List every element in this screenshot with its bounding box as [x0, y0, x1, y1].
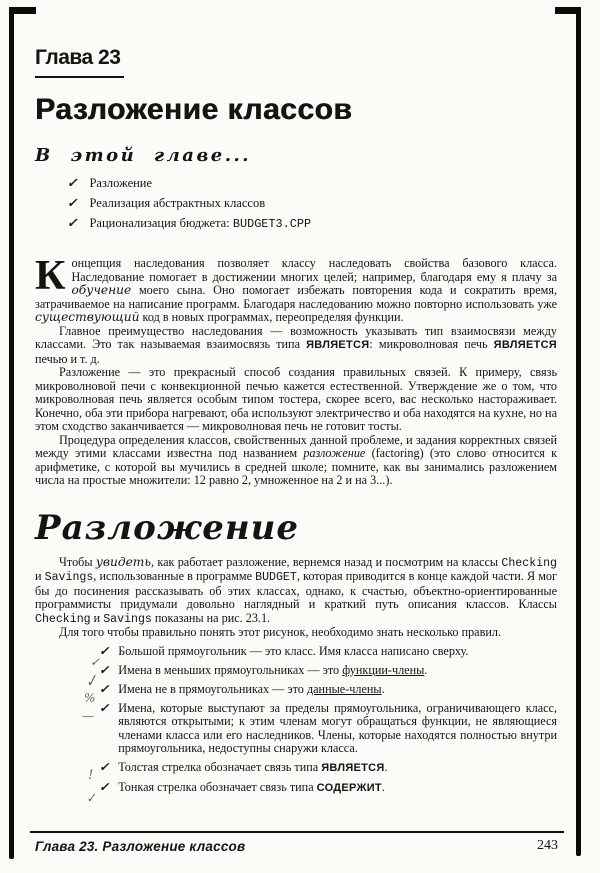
- scan-corner-top-left: [9, 7, 36, 14]
- scan-edge-left: [9, 10, 14, 859]
- list-item-label: Рационализация бюджета: BUDGET3.CPP: [89, 216, 312, 231]
- list-item-label: Имена не в прямоугольниках — это данные-члены.: [118, 681, 385, 696]
- list-item: [99, 702, 557, 756]
- chapter-label: Глава 23: [35, 46, 124, 78]
- page-title: Разложение классов: [35, 93, 353, 126]
- body-text: [35, 253, 557, 488]
- list-item: [99, 781, 557, 795]
- section-heading: Разложение: [35, 507, 300, 548]
- check-icon: ✓: [99, 644, 110, 658]
- list-item-label: Толстая стрелка обозначает связь типа ЯВЛЯЕТСЯ.: [118, 759, 388, 774]
- pencil-margin-mark: %: [84, 691, 96, 705]
- footer-divider: [30, 831, 564, 833]
- footer-chapter-title: Глава 23. Разложение классов: [35, 839, 246, 854]
- check-icon: ✓: [99, 700, 110, 715]
- scan-edge-right: [576, 10, 581, 856]
- check-icon: ✓: [67, 176, 78, 190]
- check-icon: ✓: [99, 779, 110, 794]
- check-icon: ✓: [99, 759, 110, 774]
- list-item: [67, 196, 557, 210]
- list-item: [67, 176, 557, 190]
- paragraph: Главное преимущество наследования — возможность указывать тип взаимосвязи между классами. Это так называемая взаимосвязь типа ЯВЛЯЕТСЯ: микроволновая печь ЯВЛЯЕТСЯ печью и т. д.: [35, 323, 557, 366]
- footer-page-number: 243: [537, 838, 558, 853]
- pencil-margin-mark: ✓: [82, 670, 101, 692]
- list-item: [99, 645, 557, 658]
- list-item: [67, 216, 557, 231]
- in-this-chapter-heading: В этой главе...: [35, 145, 252, 166]
- section-body-text: [35, 556, 557, 640]
- paragraph: Чтобы увидеть, как работает разложение, вернемся назад и посмотрим на классы Checking и Savings, использованные в программе BUDGET, которая приводится в конце каждой части. Я мог бы до посинения рассказывать об этих классах, однако, к счастью, объектно-ориентированные программисты придумали довольно наглядный и краткий путь описания классов. Классы Checking и Savings показаны на рис. 23.1.: [35, 554, 557, 626]
- list-item-label: Имена в меньших прямоугольниках — это функции-члены.: [118, 662, 428, 677]
- list-item-label: Большой прямоугольник — это класс. Имя класса написано сверху.: [118, 644, 469, 658]
- pencil-margin-mark: ✓: [84, 790, 98, 806]
- diagram-rules-list: [99, 645, 557, 795]
- list-item: [99, 664, 557, 677]
- check-icon: ✓: [99, 662, 110, 677]
- list-item-label: Разложение: [89, 176, 153, 190]
- paragraph: Для того чтобы правильно понять этот рисунок, необходимо знать несколько правил.: [59, 625, 502, 639]
- paragraph: [35, 253, 557, 325]
- paragraph-text: онцепция наследования позволяет классу наследовать свойства базового класса. Наследование помогает в достижении многих целей; например, благодаря ему я плачу за обучение моего сына. Оно помогает избежать повторения кода и сократить время, затрачиваемое на написание программ. Благодаря наследованию можно повторно использовать уже существующий код в новых программах, переопределяя функции.: [35, 256, 557, 324]
- list-item-label: Имена, которые выступают за пределы прямоугольника, ограничивающего класс, являются открытыми; к этим членам могут обращаться функции, не являющиеся членами класса или его наследников. Члены, которые находятся полностью внутри прямоугольника, недоступны снаружи класса.: [118, 700, 557, 755]
- paragraph: Процедура определения классов, свойственных данной проблеме, и задания корректных связей между этими классами известна под названием разложение (factoring) (это слово относится к арифметике, с которой вы мучились в средней школе; помните, как вы занимались разложением числа на простые множители: 12 равно 2, умноженное на 2 и на 3...).: [35, 432, 557, 487]
- pencil-margin-mark: —: [82, 709, 94, 723]
- pencil-margin-mark: !: [88, 768, 94, 783]
- drop-cap: К: [35, 253, 66, 299]
- pencil-margin-mark: ✓: [90, 655, 101, 669]
- list-item-label: Тонкая стрелка обозначает связь типа СОДЕРЖИТ.: [118, 779, 385, 794]
- page-content: [35, 0, 557, 795]
- check-icon: ✓: [99, 681, 110, 696]
- list-item: [99, 683, 557, 696]
- paragraph: Разложение — это прекрасный способ создания правильных связей. К примеру, связь микроволновой печи с конвекционной печью кажется естественной. Утверждение же о том, что микроволновая печь является особым типом тостера, скорее всего, вас несколько настораживает. Конечно, оба эти прибора нагревают, оба используют электричество и оба находятся на кухне, но на этом сходство заканчивается — микроволновая печь не готовит тосты.: [35, 365, 557, 433]
- check-icon: ✓: [67, 196, 78, 210]
- list-item-label: Реализация абстрактных классов: [89, 196, 266, 210]
- chapter-contents-list: [67, 176, 557, 231]
- list-item: [99, 761, 557, 775]
- scan-corner-top-right: [555, 7, 581, 14]
- check-icon: ✓: [67, 216, 78, 230]
